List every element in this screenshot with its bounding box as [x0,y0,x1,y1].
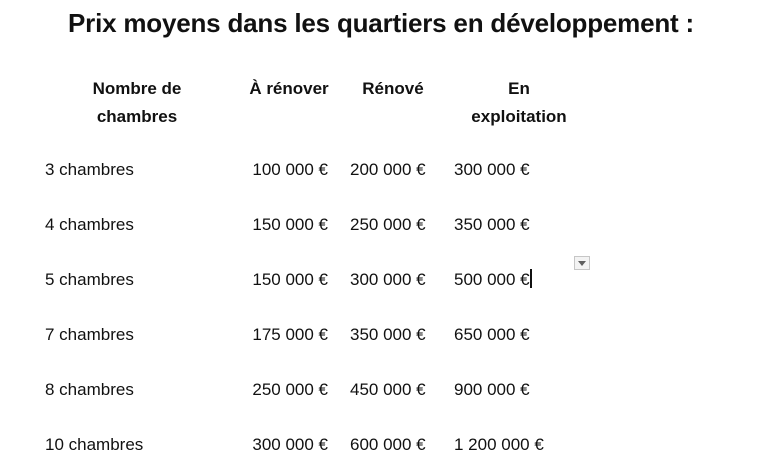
to-renovate-price-cell[interactable]: 100 000 € [252,160,328,179]
operating-price-text: 500 000 € [454,270,530,289]
renovated-price-cell[interactable]: 250 000 € [350,215,426,234]
text-cursor [530,269,532,288]
table-row [0,376,768,404]
to-renovate-price-cell[interactable]: 150 000 € [252,215,328,234]
page-title: Prix moyens dans les quartiers en développement : [68,8,694,38]
header-room-count-line1: Nombre de [92,79,182,98]
room-count-cell[interactable]: 8 chambres [45,380,134,399]
room-count-cell[interactable]: 3 chambres [45,160,134,179]
renovated-price-cell[interactable]: 200 000 € [350,160,426,179]
operating-price-cell[interactable]: 350 000 € [454,215,530,234]
operating-price-cell[interactable]: 1 200 000 € [454,435,544,454]
operating-price-cell-active[interactable] [454,266,532,294]
room-count-cell[interactable]: 5 chambres [45,270,134,289]
header-to-renovate: À rénover [249,79,329,98]
header-operating-line1: En [508,79,530,98]
room-count-cell[interactable]: 10 chambres [45,435,144,454]
table-row [0,156,768,184]
chevron-down-icon[interactable] [574,256,590,270]
to-renovate-price-cell[interactable]: 175 000 € [252,325,328,344]
room-count-cell[interactable]: 4 chambres [45,215,134,234]
operating-price-cell[interactable]: 900 000 € [454,380,530,399]
header-room-count [72,75,202,131]
table-row [0,321,768,349]
header-operating [454,75,584,131]
room-count-cell[interactable]: 7 chambres [45,325,134,344]
header-renovated: Rénové [362,79,424,98]
table-row [0,211,768,239]
operating-price-cell[interactable]: 650 000 € [454,325,530,344]
table-row [0,266,768,294]
renovated-price-cell[interactable]: 600 000 € [350,435,426,454]
table-row [0,431,768,459]
header-operating-line2: exploitation [471,107,567,126]
renovated-price-cell[interactable]: 350 000 € [350,325,426,344]
to-renovate-price-cell[interactable]: 250 000 € [252,380,328,399]
renovated-price-cell[interactable]: 300 000 € [350,270,426,289]
header-room-count-line2: chambres [96,107,178,126]
to-renovate-price-cell[interactable]: 150 000 € [252,270,328,289]
renovated-price-cell[interactable]: 450 000 € [350,380,426,399]
to-renovate-price-cell[interactable]: 300 000 € [252,435,328,454]
operating-price-cell[interactable]: 300 000 € [454,160,530,179]
